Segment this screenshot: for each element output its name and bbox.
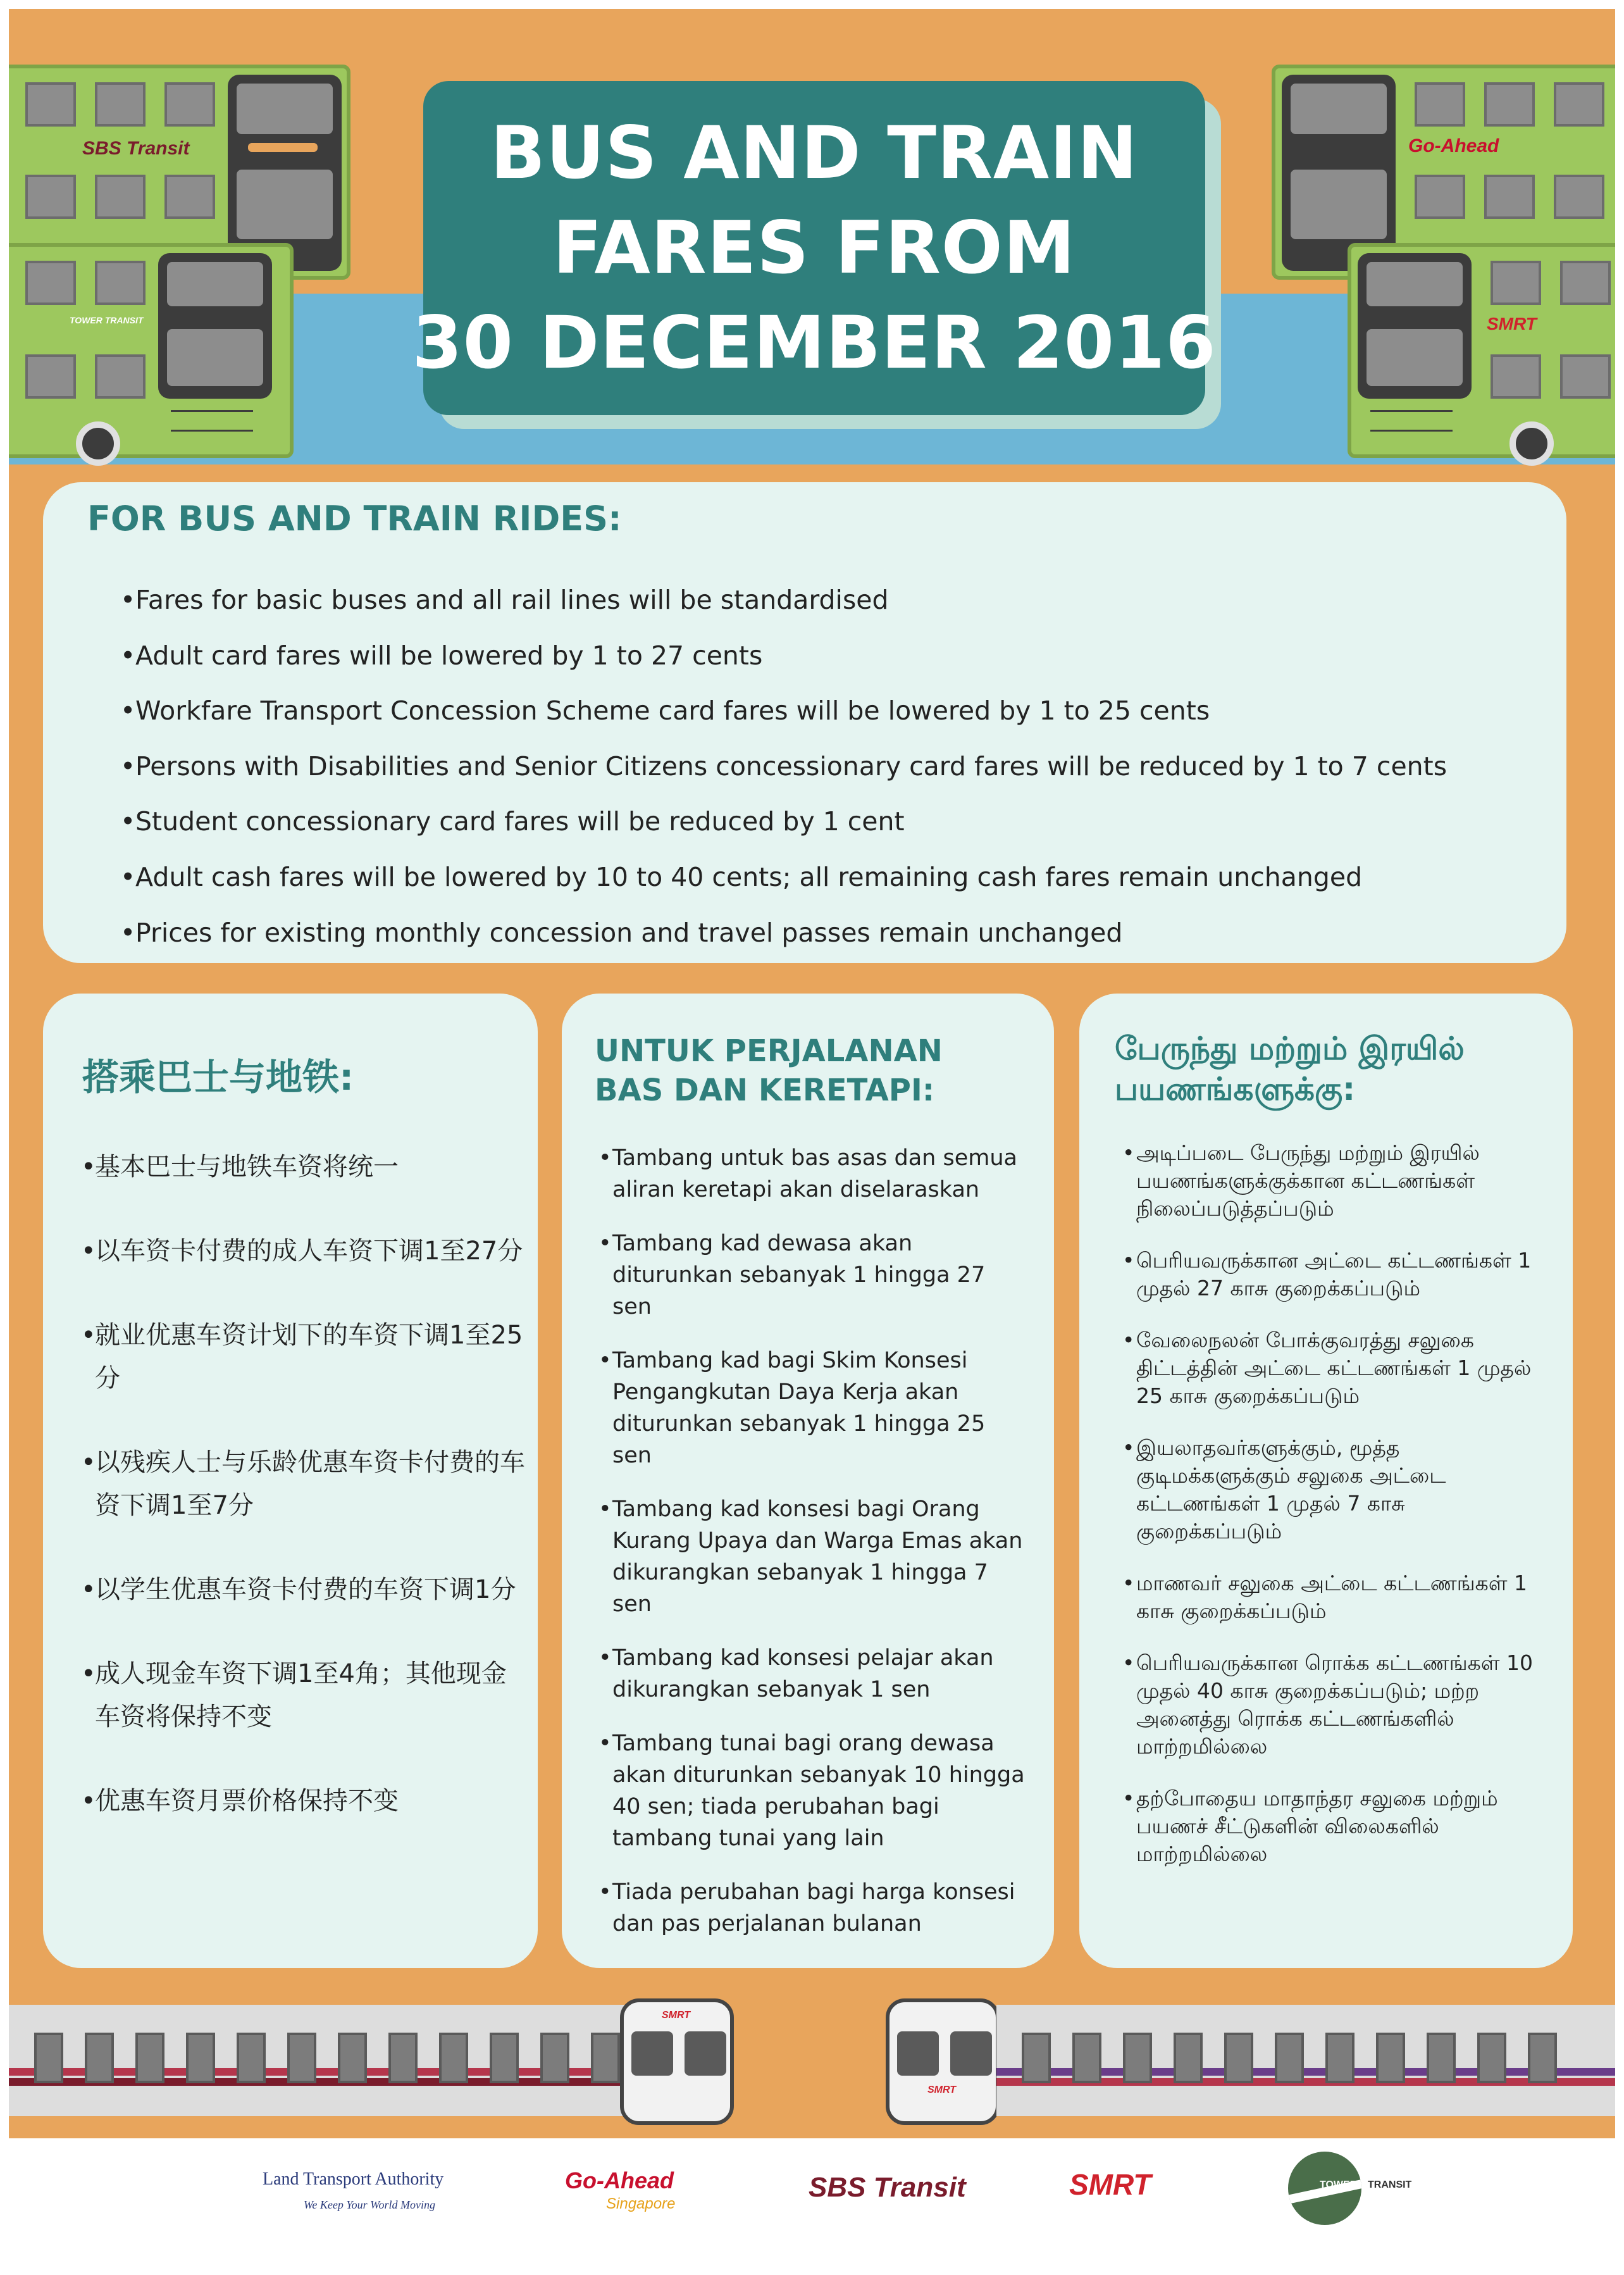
list-item: • 成人现金车资下调1至4角；其他现金车资将保持不变 bbox=[95, 1652, 525, 1738]
tamil-list bbox=[1136, 1139, 1554, 1892]
list-item: • அடிப்படை பேருந்து மற்றும் இரயில் பயணங்களுக்குக்கான கட்டணங்கள் நிலைப்படுத்தப்படும் bbox=[1136, 1139, 1554, 1223]
chinese-heading: 搭乘巴士与地铁: bbox=[82, 1056, 354, 1099]
list-item: • Tambang kad konsesi pelajar akan dikurangkan sebanyak 1 sen bbox=[612, 1642, 1030, 1705]
bus-wheel bbox=[76, 421, 120, 466]
english-list bbox=[135, 573, 1447, 961]
list-item: • Adult card fares will be lowered by 1 to 27 cents bbox=[135, 628, 1447, 684]
list-item: • இயலாதவர்களுக்கும், மூத்த குடிமக்களுக்கும் சலுகை அட்டை கட்டணங்கள் 1 முதல் 7 காசு குறைக்கப்படும் bbox=[1136, 1434, 1554, 1545]
sbs-bus-logo: SBS Transit bbox=[82, 138, 190, 159]
bus-front bbox=[1358, 253, 1472, 399]
bus-front bbox=[158, 253, 272, 399]
train-left-cab bbox=[620, 1998, 734, 2125]
list-item: • 以学生优惠车资卡付费的车资下调1分 bbox=[95, 1568, 525, 1611]
english-heading: FOR BUS AND TRAIN RIDES: bbox=[87, 499, 622, 539]
title-line-2: FARES FROM bbox=[552, 206, 1076, 290]
list-item: • Tambang untuk bas asas dan semua aliran keretapi akan diselaraskan bbox=[612, 1142, 1030, 1206]
bus-tower-transit bbox=[9, 243, 294, 458]
list-item: • வேலைநலன் போக்குவரத்து சலுகை திட்டத்தின் அட்டை கட்டணங்கள் 1 முதல் 25 காசு குறைக்கப்படும் bbox=[1136, 1326, 1554, 1410]
list-item: • Tiada perubahan bagi harga konsesi dan pas perjalanan bulanan bbox=[612, 1876, 1030, 1940]
train-right bbox=[996, 2005, 1615, 2116]
tower-transit-logo-name: TOWER bbox=[1320, 2179, 1358, 2190]
title-box bbox=[412, 81, 1217, 415]
list-item: • Workfare Transport Concession Scheme card fares will be lowered by 1 to 25 cents bbox=[135, 683, 1447, 739]
title-line-1: BUS AND TRAIN bbox=[490, 111, 1138, 195]
list-item: • Tambang kad bagi Skim Konsesi Pengangkutan Daya Kerja akan diturunkan sebanyak 1 hingga 25 sen bbox=[612, 1345, 1030, 1471]
tower-transit-logo-sub: TRANSIT bbox=[1368, 2179, 1412, 2190]
train-left-logo: SMRT bbox=[662, 2010, 691, 2021]
list-item: • 就业优惠车资计划下的车资下调1至25分 bbox=[95, 1314, 525, 1400]
sbs-transit-logo: SBS Transit bbox=[809, 2172, 966, 2203]
list-item: • Adult cash fares will be lowered by 10 to 40 cents; all remaining cash fares remain unchanged bbox=[135, 850, 1447, 906]
train-left bbox=[9, 2005, 635, 2116]
malay-heading-text: UNTUK PERJALANAN BAS DAN KERETAPI: bbox=[595, 1033, 943, 1108]
goahead-logo-sub: Singapore bbox=[606, 2195, 676, 2212]
list-item: • Fares for basic buses and all rail lines will be standardised bbox=[135, 573, 1447, 628]
tower-bus-logo: TOWER TRANSIT bbox=[70, 315, 144, 325]
bus-wheel bbox=[1509, 421, 1554, 466]
list-item: • 基本巴士与地铁车资将统一 bbox=[95, 1145, 525, 1188]
bus-front bbox=[228, 75, 342, 271]
chinese-list bbox=[95, 1145, 525, 1864]
smrt-logo: SMRT bbox=[1069, 2168, 1151, 2201]
list-item: • தற்போதைய மாதாந்தர சலுகை மற்றும் பயணச் சீட்டுகளின் விலைகளில் மாற்றமில்லை bbox=[1136, 1785, 1554, 1868]
list-item: • Student concessionary card fares will be reduced by 1 cent bbox=[135, 794, 1447, 850]
list-item: • Prices for existing monthly concession and travel passes remain unchanged bbox=[135, 906, 1447, 961]
smrt-bus-logo: SMRT bbox=[1487, 314, 1537, 333]
bus-smrt bbox=[1348, 243, 1615, 458]
list-item: • Tambang kad konsesi bagi Orang Kurang Upaya dan Warga Emas akan dikurangkan sebanyak 1 hingga 7 sen bbox=[612, 1493, 1030, 1620]
list-item: • 以车资卡付费的成人车资下调1至27分 bbox=[95, 1230, 525, 1273]
goahead-bus-logo: Go-Ahead bbox=[1408, 135, 1499, 156]
goahead-logo: Go-Ahead bbox=[565, 2167, 674, 2193]
header-scene bbox=[9, 9, 1615, 464]
list-item: • பெரியவருக்கான ரொக்க கட்டணங்கள் 10 முதல் 40 காசு குறைக்கப்படும்; மற்ற அனைத்து ரொக்க கட்டணங்களில் மாற்றமில்லை bbox=[1136, 1649, 1554, 1761]
malay-heading bbox=[595, 1032, 1000, 1110]
list-item: • பெரியவருக்கான அட்டை கட்டணங்கள் 1 முதல் 27 காசு குறைக்கப்படும் bbox=[1136, 1247, 1554, 1302]
title-line-3: 30 DECEMBER 2016 bbox=[412, 301, 1217, 385]
bus-front bbox=[1282, 75, 1396, 271]
tamil-heading bbox=[1115, 1028, 1545, 1109]
malay-list bbox=[612, 1142, 1030, 1962]
list-item: • மாணவர் சலுகை அட்டை கட்டணங்கள் 1 காசு குறைக்கப்படும் bbox=[1136, 1569, 1554, 1625]
lta-logo: Land Transport Authority bbox=[263, 2169, 444, 2189]
list-item: • Tambang kad dewasa akan diturunkan sebanyak 1 hingga 27 sen bbox=[612, 1228, 1030, 1323]
list-item: • 以残疾人士与乐龄优惠车资卡付费的车资下调1至7分 bbox=[95, 1441, 525, 1527]
lta-tagline: We Keep Your World Moving bbox=[304, 2198, 436, 2211]
list-item: • Tambang tunai bagi orang dewasa akan diturunkan sebanyak 10 hingga 40 sen; tiada perubahan bagi tambang tunai yang lain bbox=[612, 1728, 1030, 1854]
train-right-logo: SMRT bbox=[927, 2085, 957, 2095]
list-item: • 优惠车资月票价格保持不变 bbox=[95, 1779, 525, 1823]
train-right-cab bbox=[886, 1998, 1000, 2125]
list-item: • Persons with Disabilities and Senior Citizens concessionary card fares will be reduced by 1 to 7 cents bbox=[135, 739, 1447, 795]
tamil-heading-text: பேருந்து மற்றும் இரயில் பயணங்களுக்கு: bbox=[1115, 1030, 1465, 1107]
